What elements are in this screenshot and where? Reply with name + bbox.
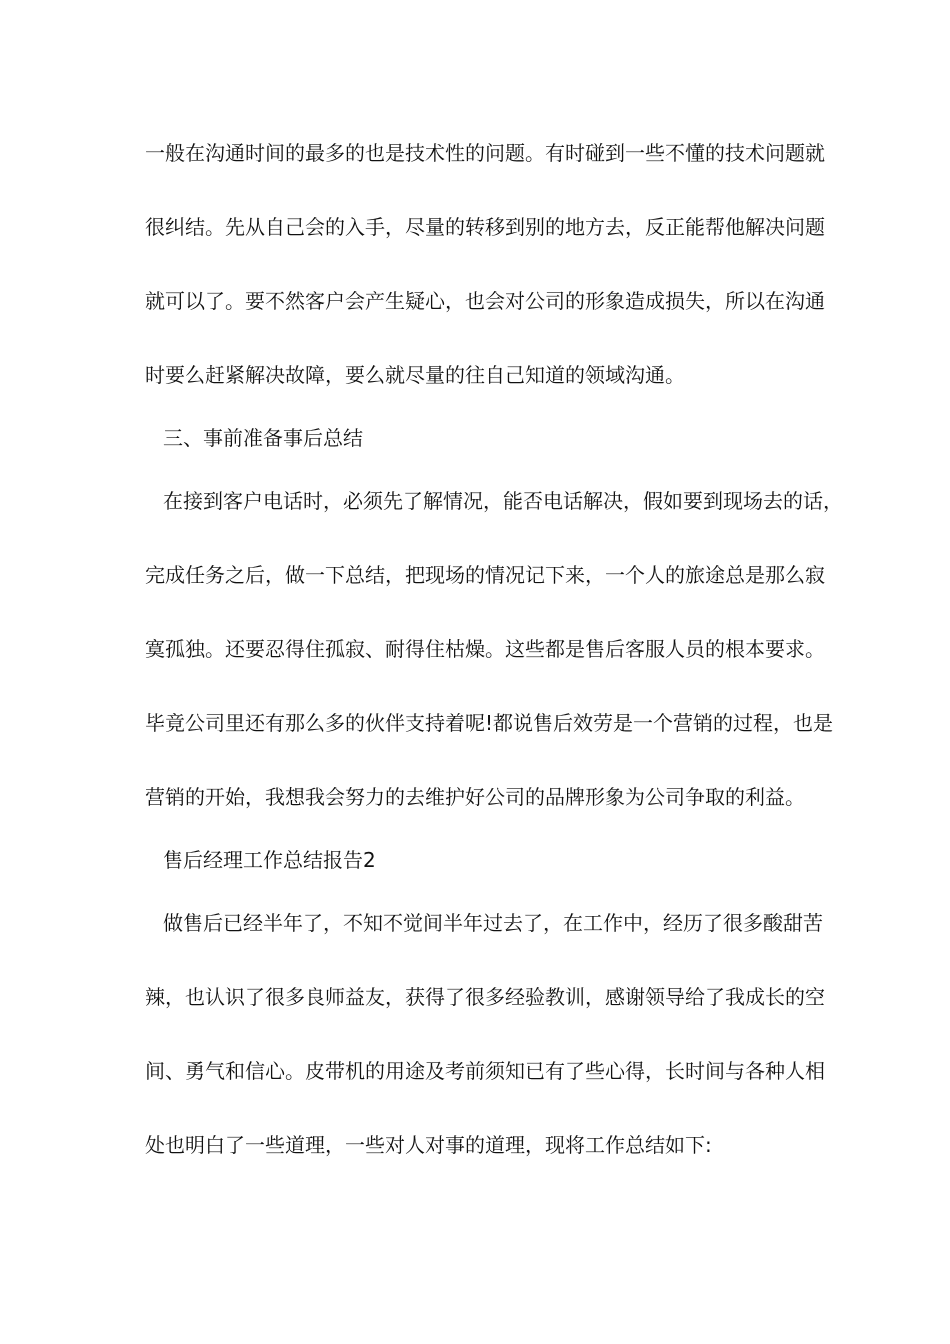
paragraph-line-7: 寞孤独。还要忍得住孤寂、耐得住枯燥。这些都是售后客服人员的根本要求。 bbox=[145, 637, 825, 661]
paragraph-line-11: 辣，也认识了很多良师益友，获得了很多经验教训，感谢领导给了我成长的空 bbox=[145, 985, 825, 1009]
paragraph-line-6: 完成任务之后，做一下总结，把现场的情况记下来，一个人的旅途总是那么寂 bbox=[145, 563, 825, 587]
paragraph-line-5: 在接到客户电话时，必须先了解情况，能否电话解决，假如要到现场去的话， bbox=[163, 489, 843, 513]
paragraph-line-10: 做售后已经半年了，不知不觉间半年过去了，在工作中，经历了很多酸甜苦 bbox=[163, 911, 823, 935]
paragraph-line-8: 毕竟公司里还有那么多的伙伴支持着呢!都说售后效劳是一个营销的过程，也是 bbox=[145, 711, 834, 735]
paragraph-line-9: 营销的开始，我想我会努力的去维护好公司的品牌形象为公司争取的利益。 bbox=[145, 785, 805, 809]
paragraph-line-2: 很纠结。先从自己会的入手，尽量的转移到别的地方去，反正能帮他解决问题 bbox=[145, 215, 825, 239]
paragraph-line-3: 就可以了。要不然客户会产生疑心，也会对公司的形象造成损失，所以在沟通 bbox=[145, 289, 825, 313]
report-title-2: 售后经理工作总结报告2 bbox=[163, 848, 376, 872]
paragraph-line-1: 一般在沟通时间的最多的也是技术性的问题。有时碰到一些不懂的技术问题就 bbox=[145, 141, 825, 165]
paragraph-line-4: 时要么赶紧解决故障，要么就尽量的往自己知道的领域沟通。 bbox=[145, 363, 685, 387]
paragraph-line-13: 处也明白了一些道理，一些对人对事的道理，现将工作总结如下: bbox=[145, 1133, 712, 1157]
paragraph-line-12: 间、勇气和信心。皮带机的用途及考前须知已有了些心得，长时间与各种人相 bbox=[145, 1059, 825, 1083]
section-heading-3: 三、事前准备事后总结 bbox=[163, 426, 363, 450]
